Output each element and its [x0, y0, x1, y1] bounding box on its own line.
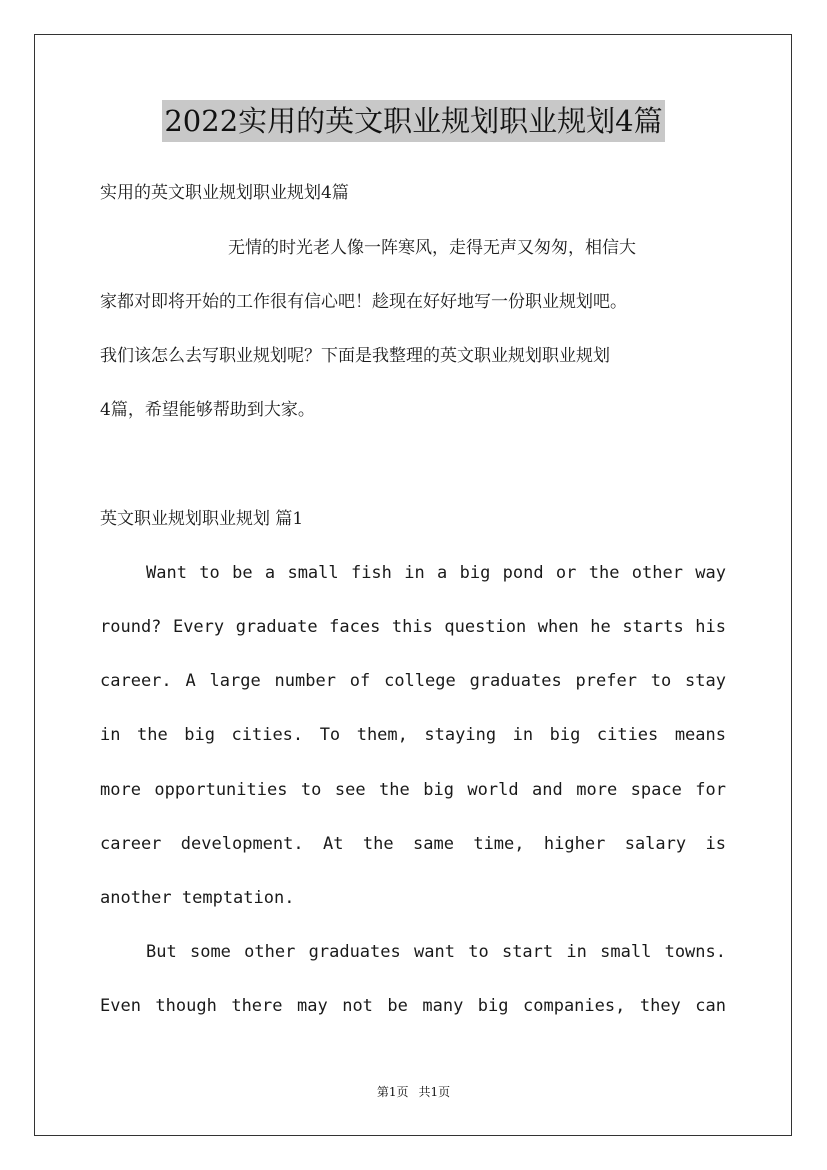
intro-line-2: 家都对即将开始的工作很有信心吧！趁现在好好地写一份职业规划吧。 — [100, 292, 627, 312]
paragraph1-line-3: career. A large number of college graduates prefer to stay — [100, 671, 726, 691]
document-subtitle: 实用的英文职业规划职业规划4篇 — [100, 183, 349, 203]
title-container — [0, 100, 827, 142]
document-title: 2022实用的英文职业规划职业规划4篇 — [162, 100, 664, 142]
total-pages-label: 共1页 — [418, 1085, 451, 1099]
page-number-label: 第1页 — [376, 1085, 409, 1099]
section-heading: 英文职业规划职业规划 篇1 — [100, 509, 304, 529]
paragraph2-line-2: Even though there may not be many big companies, they can — [100, 996, 726, 1016]
paragraph1-line-2: round? Every graduate faces this question when he starts his — [100, 617, 726, 637]
page-footer — [0, 1084, 827, 1100]
paragraph1-line-1: Want to be a small fish in a big pond or the other way — [146, 563, 726, 583]
intro-line-3: 我们该怎么去写职业规划呢？下面是我整理的英文职业规划职业规划 — [100, 346, 610, 366]
paragraph1-line-4: in the big cities. To them, staying in big cities means — [100, 725, 726, 745]
intro-line-1: 无情的时光老人像一阵寒风，走得无声又匆匆，相信大 — [228, 238, 636, 258]
paragraph2-line-1: But some other graduates want to start in small towns. — [146, 942, 726, 962]
paragraph1-line-7: another temptation. — [100, 888, 295, 908]
paragraph1-line-5: more opportunities to see the big world and more space for — [100, 780, 726, 800]
intro-line-4: 4篇，希望能够帮助到大家。 — [100, 400, 315, 420]
paragraph1-line-6: career development. At the same time, higher salary is — [100, 834, 726, 854]
